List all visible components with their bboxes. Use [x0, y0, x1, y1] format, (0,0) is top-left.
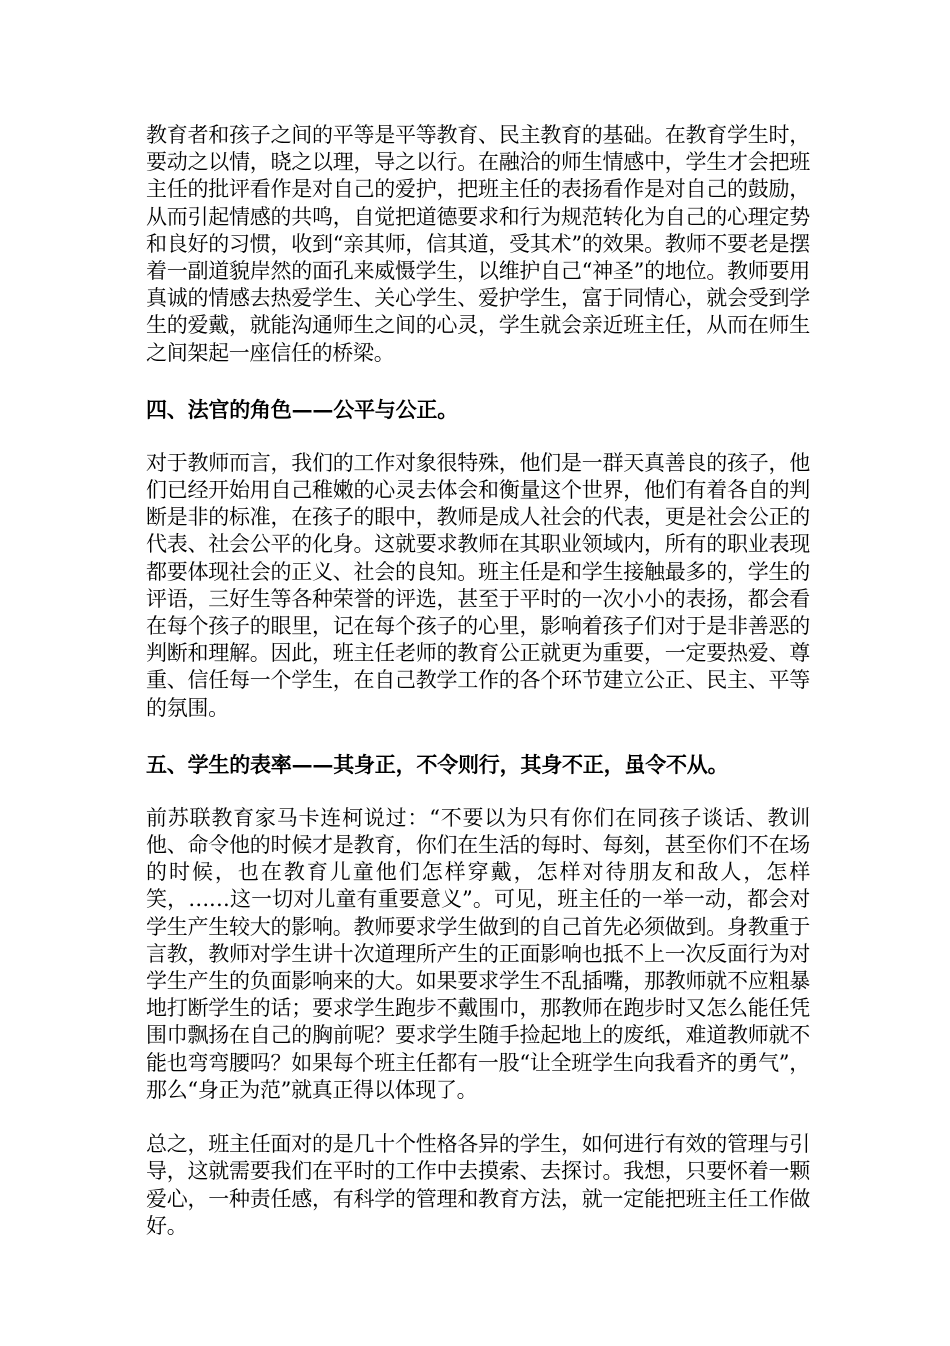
paragraph-role-model: 前苏联教育家马卡连柯说过：“不要以为只有你们在同孩子谈话、教训他、命令他的时候才是教育，你们在生活的每时、每刻，甚至你们不在场的时候，也在教育儿童他们怎样穿戴，怎样对待朋友和敌人，怎样笑，……这一切对儿童有重要意义”。可见，班主任的一举一动，都会对学生产生较大的影响。教师要求学生做到的自己首先必须做到。身教重于言教，教师对学生讲十次道理所产生的正面影响也抵不上一次反面行为对学生产生的负面影响来的大。如果要求学生不乱插嘴，那教师就不应粗暴地打断学生的话；要求学生跑步不戴围巾，那教师在跑步时又怎么能任凭围巾飘扬在自己的胸前呢？要求学生随手捡起地上的废纸，难道教师就不能也弯弯腰吗？如果每个班主任都有一股“让全班学生向我看齐的勇气”，那么“身正为范”就真正得以体现了。	[146, 805, 810, 1102]
paragraph-conclusion: 总之，班主任面对的是几十个性格各异的学生，如何进行有效的管理与引导，这就需要我们在平时的工作中去摸索、去探讨。我想，只要怀着一颗爱心，一种责任感，有科学的管理和教育方法，就一定能把班主任工作做好。	[146, 1132, 810, 1238]
paragraph-equality: 教育者和孩子之间的平等是平等教育、民主教育的基础。在教育学生时，要动之以情，晓之以理，导之以行。在融洽的师生情感中，学生才会把班主任的批评看作是对自己的爱护，把班主任的表扬看作是对自己的鼓励，从而引起情感的共鸣，自觉把道德要求和行为规范转化为自己的心理定势和良好的习惯，收到“亲其师，信其道，受其术”的效果。教师不要老是摆着一副道貌岸然的面孔来威慑学生，以维护自己“神圣”的地位。教师要用真诚的情感去热爱学生、关心学生、爱护学生，富于同情心，就会受到学生的爱戴，就能沟通师生之间的心灵，学生就会亲近班主任，从而在师生之间架起一座信任的桥梁。	[146, 123, 810, 365]
paragraph-fairness: 对于教师而言，我们的工作对象很特殊，他们是一群天真善良的孩子，他们已经开始用自己稚嫩的心灵去体会和衡量这个世界，他们有着各自的判断是非的标准，在孩子的眼中，教师是成人社会的代表，更是社会公正的代表、社会公平的化身。这就要求教师在其职业领域内，所有的职业表现都要体现社会的正义、社会的良知。班主任是和学生接触最多的，学生的评语，三好生等各种荣誉的评选，甚至于平时的一次小小的表扬，都会看在每个孩子的眼里，记在每个孩子的心里，影响着孩子们对于是非善恶的判断和理解。因此，班主任老师的教育公正就更为重要，一定要热爱、尊重、信任每一个学生，在自己教学工作的各个环节建立公正、民主、平等的氛围。	[146, 450, 810, 720]
section-heading-judge: 四、法官的角色——公平与公正。	[146, 396, 458, 422]
section-heading-role-model: 五、学生的表率——其身正，不令则行，其身不正，虽令不从。	[146, 751, 729, 777]
document-body	[146, 122, 810, 1240]
